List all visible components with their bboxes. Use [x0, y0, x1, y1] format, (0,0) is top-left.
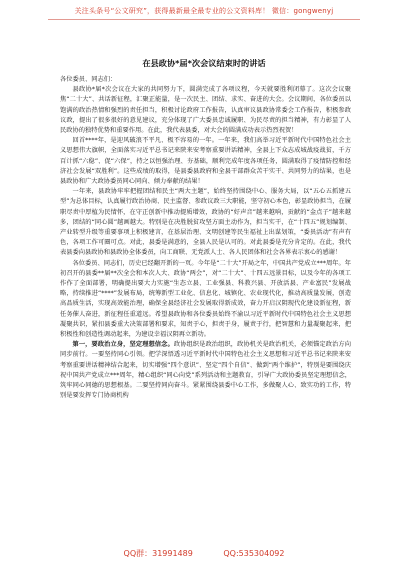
paragraph: 一年来，县政协牢牢把握团结和民主“两大主题”，始终坚持围绕中心、服务大局，以“五心五抓建五型”为总体目标，认真履行政治协商、民主监督、参政议政三大职能，坚守初心本色，彰显政协担当，在履职尽责中厚植为民情怀，在守正创新中推动提质增效，政协的“好声音”越来越响，贡献的“金点子”越来越多，团结的“同心圆”越画越大。特别是在决胜脱贫攻坚方面主动作为，担当实干，在“十四五”规划编制、产业转型升级等重要事项上积极建言，在基层治理、文明创建等民生福祉上出谋划策，“委员活动”有声有色，各项工作可圈可点。对此，县委是满意的，全县人民是认可的。对此县委是充分肯定的。在此，我代表县委向县政协和县政协全体委员，向工商联、无党派人士、各人民团体和社会各界表示衷心的感谢！ — [60, 188, 351, 257]
document-title: 在县政协*届*次会议结束时的讲话 — [142, 58, 266, 68]
footer-qq-group: QQ群：31991489 — [123, 549, 193, 558]
top-banner: 关注头条号“公文研究”，获得最新最全最专业的公文资料库！ 微信：gongwenyj — [74, 7, 334, 15]
item-one-text: 政协组织是政治组织，政协机关是政治机关，必须锚定政治方向同步前行。一要坚持同心引领。把学深悟透习近平新时代中国特色社会主义思想和习近平总书记来陕来安考察重要讲话精神结合起来，切实增强“四个意识”、坚定“四个自信”、做到“两个维护”，特别是要围绕庆祝中国共产党成立***周年，精心组织“同心向党”系列活动和主题教育，引导广大政协委员坚定理想信念，筑牢同心同德的思想根基。二要坚持同向奋斗。紧紧围绕县委中心工作，多做聚人心、致实功的工作，特别是要发挥专门协商机构 — [60, 341, 352, 400]
footer-qq: QQ:535304092 — [223, 549, 285, 558]
paragraph-item-one — [60, 340, 351, 401]
salutation: 各位委员、同志们： — [60, 76, 117, 83]
paragraph: 回首****年，是迎风破浪不平凡、极不容易的一年。一年来，我们高举习近平新时代中国特色社会主义思想伟大旗帜，全面落实习近平总书记来陕来安考察重要讲话精神，全县上下众志成城战疫战贫，千方百计抓“六稳”、促“六保”，持之以恒强治理、夯基础，顺利完成年度各项任务，圆满取得了疫情防控和经济社会发展“双胜利”。这些成绩的取得，是县委县政府和全县干部群众苦干实干、共同努力的结果，也是县政协和广大政协委员同心同向、倾力奉献的结果！ — [60, 137, 351, 186]
paragraph: 县政协*届*次会议在大家的共同努力下，圆满完成了各项议程，今天就要胜利闭幕了。这次会议聚焦“二十大”、共话新征程，汇聚正能量，是一次民主、团结、求实、奋进的大会。会议期间，各位委员以饱满的政治热情和强烈的责任担当，积极讨论政府工作报告，认真审议县政协常委会工作报告，积极参政议政，提出了很多很好的意见建议，充分体现了广大委员忠诚履职、为民尽责的担当精神，有力彰显了人民政协的独特优势和重要作用。在此，我代表县委，对大会的圆满成功表示热烈祝贺！ — [60, 86, 351, 135]
paragraph: 各位委员、同志们，历史已经翻开新的一页。今年是“二十大”开局之年，中国共产党成立***周年。年初召开的县委**届**次全会和本次人大、政协“两会”，对“二十大”、十四五远景目标，以及今年的各项工作作了全面部署，明确提出要大力实施“生态立县、工业强县、科教兴县、开放活县、产业富民”发展战略，持续推进“****”发展布局，统筹新型工业化、信息化、城镇化、农业现代化，推动高质量发展，创造高品质生活，实现高效能治理，确保全县经济社会发展取得新成效，奋力开启汉阴现代化建设新征程，新任务催人奋进，新征程任重道远。希望县政协和各位委员始终不渝以习近平新时代中国特色社会主义思想凝聚共识，紧扣县委重大决策部署和要求，知责于心，担责于身，履责于行，把智慧和力量凝聚起来，把积极性和创造性调动起来，为建设幸福汉阴再立新功。 — [60, 259, 351, 339]
footer-contact — [0, 548, 408, 559]
banner-divider — [48, 19, 360, 20]
item-one-lead: 第一，要政治立身，坚定理想信念。 — [72, 341, 174, 349]
document-body — [60, 75, 351, 402]
